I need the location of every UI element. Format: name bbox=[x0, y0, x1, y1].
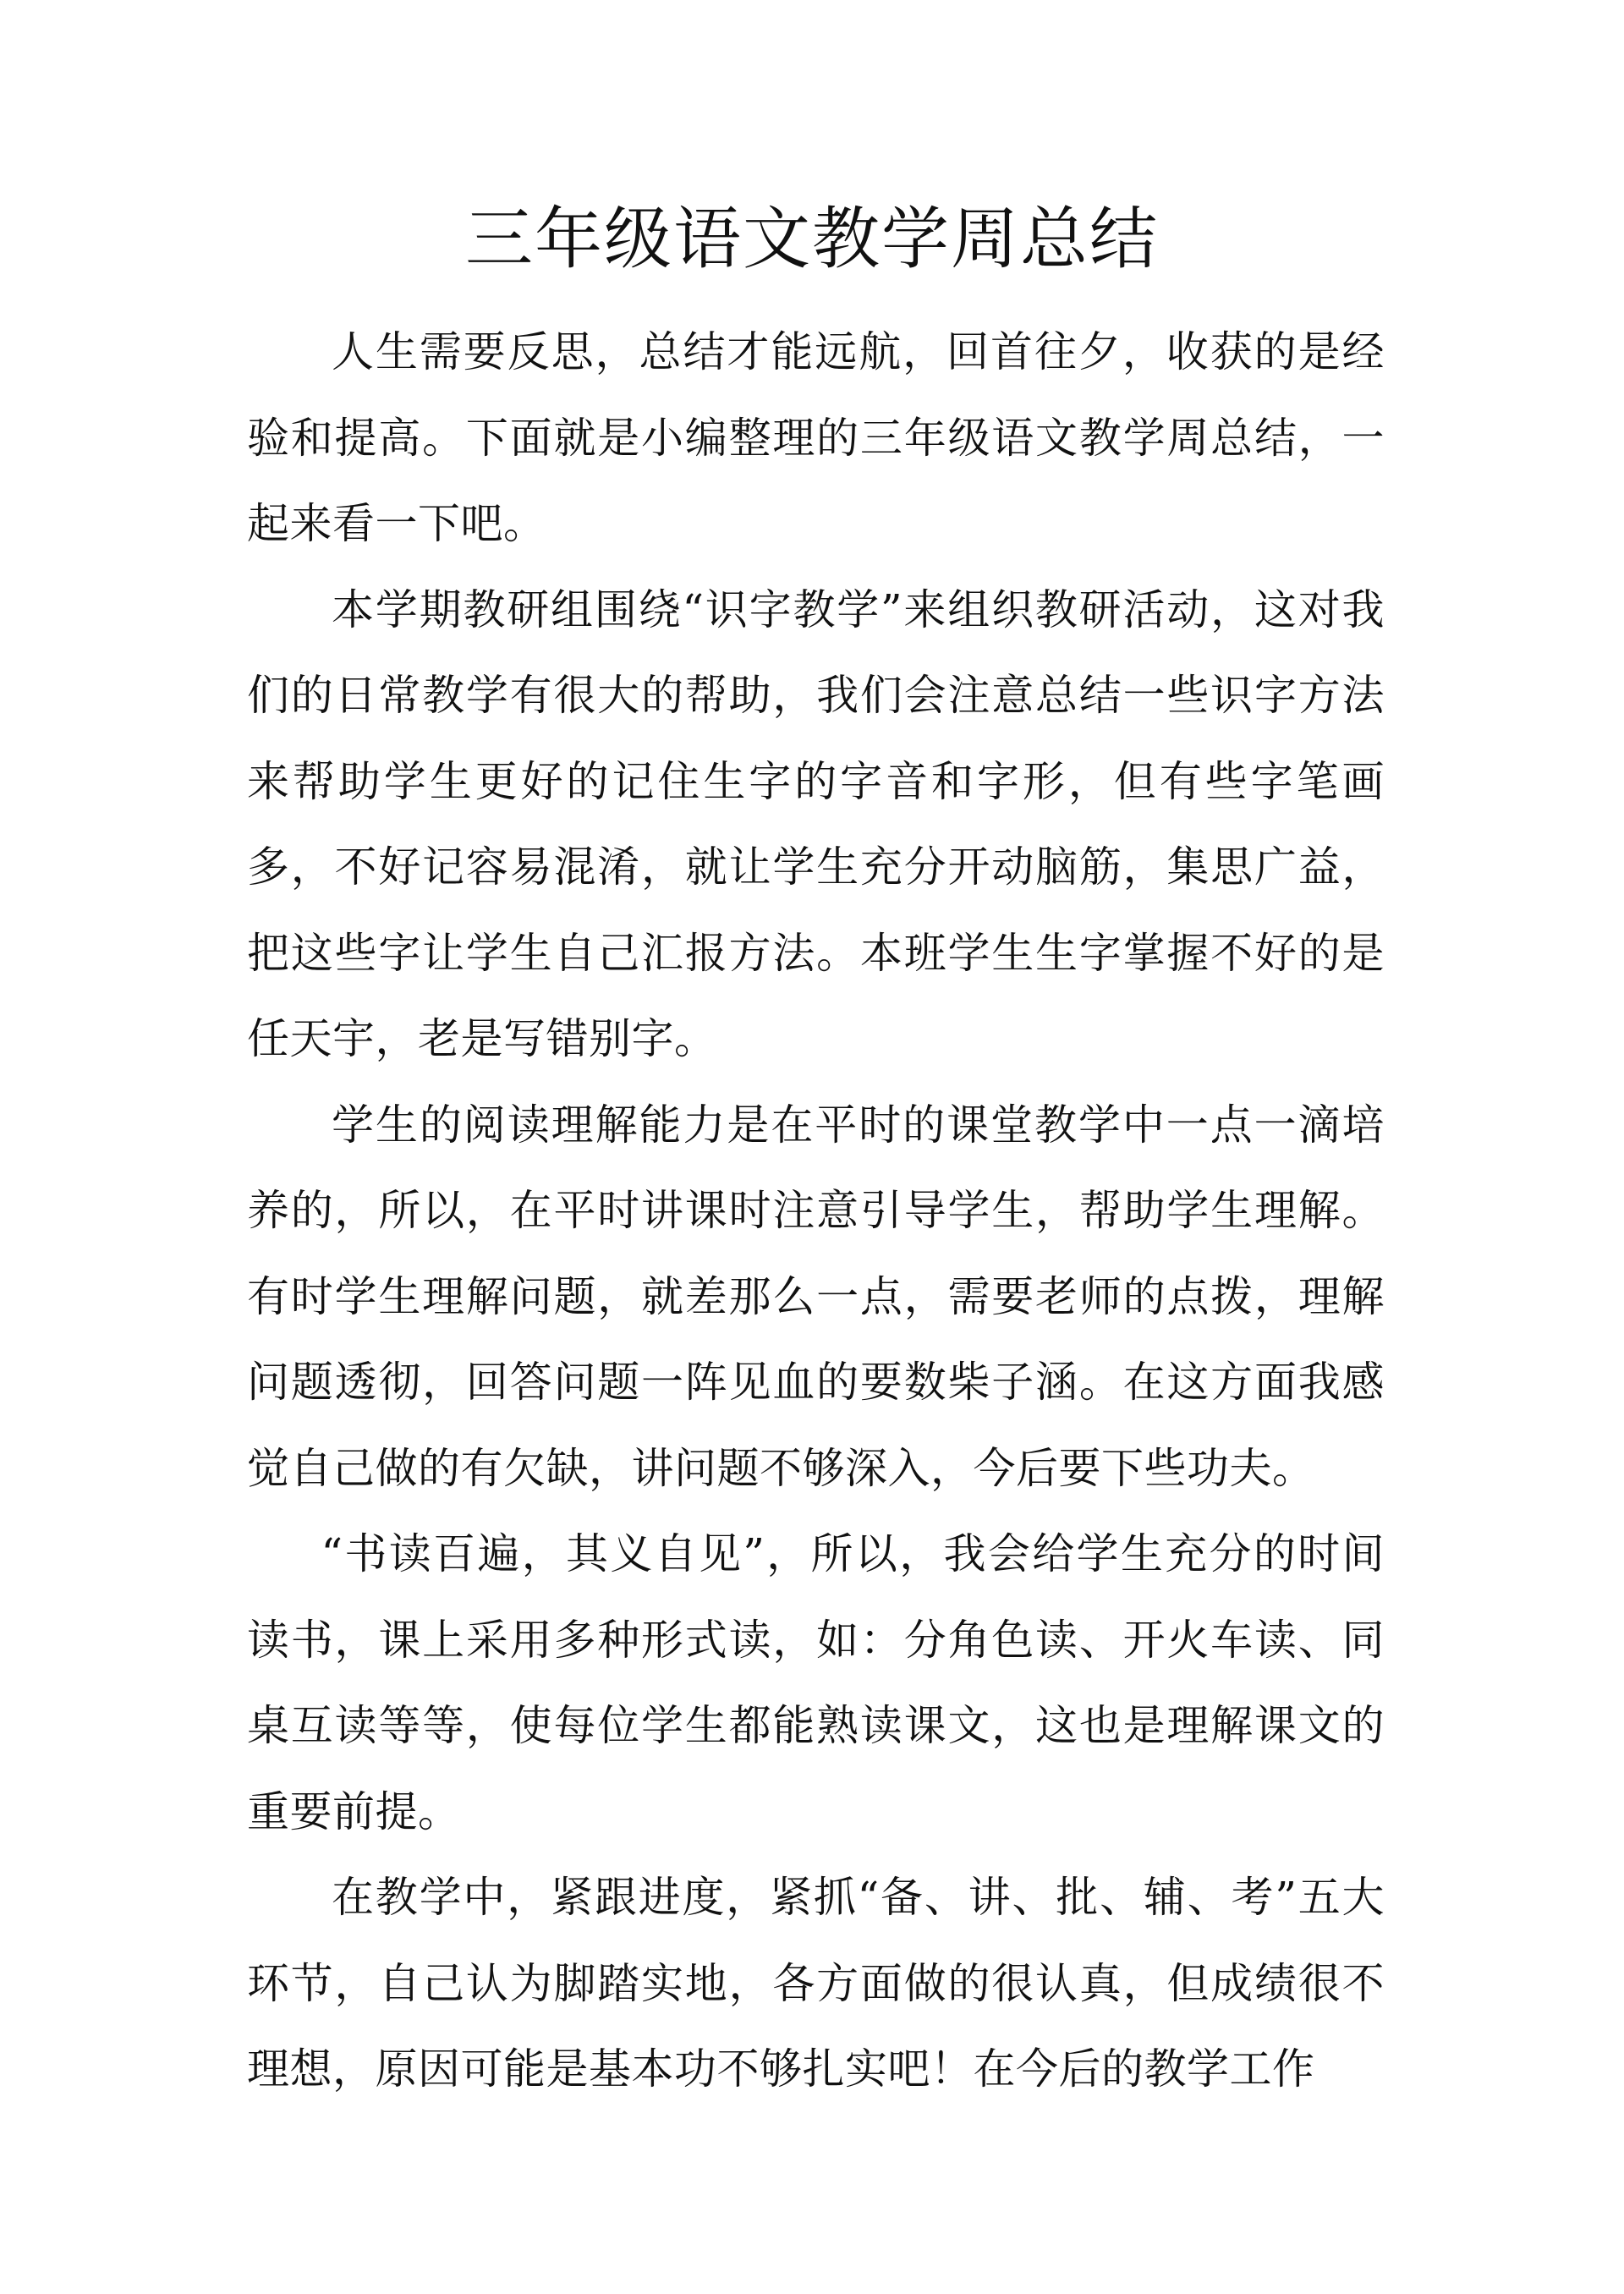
paragraph-intro: 人生需要反思，总结才能远航，回首往夕，收获的是经验和提高。下面就是小编整理的三年级语文教学周总结，一起来看一下吧。 bbox=[247, 327, 1385, 548]
paragraph-teaching-process: 在教学中，紧跟进度，紧抓“备、讲、批、辅、考”五大环节，自己认为脚踏实地，各方面做的很认真，但成绩很不理想，原因可能是基本功不够扎实吧！在今后的教学工作 bbox=[247, 1873, 1385, 2094]
paragraph-reading-practice: “书读百遍，其义自见”，所以，我会给学生充分的时间读书，课上采用多种形式读，如：分角色读、开火车读、同桌互读等等，使每位学生都能熟读课文，这也是理解课文的重要前提。 bbox=[247, 1529, 1385, 1836]
paragraph-literacy-teaching: 本学期教研组围绕“识字教学”来组织教研活动，这对我们的日常教学有很大的帮助，我们会注意总结一些识字方法来帮助学生更好的记住生字的字音和字形，但有些字笔画多，不好记容易混淆，就让学生充分开动脑筋，集思广益，把这些字让学生自己汇报方法。本班学生生字掌握不好的是任天宇，老是写错别字。 bbox=[247, 584, 1385, 1063]
paragraph-reading-comprehension: 学生的阅读理解能力是在平时的课堂教学中一点一滴培养的，所以，在平时讲课时注意引导学生，帮助学生理解。有时学生理解问题，就差那么一点，需要老师的点拨，理解问题透彻，回答问题一阵见血的要数柴子涵。在这方面我感觉自己做的有欠缺，讲问题不够深入，今后要下些功夫。 bbox=[247, 1100, 1385, 1493]
document-title: 三年级语文教学周总结 bbox=[465, 200, 1159, 278]
document-body bbox=[247, 310, 1385, 2113]
